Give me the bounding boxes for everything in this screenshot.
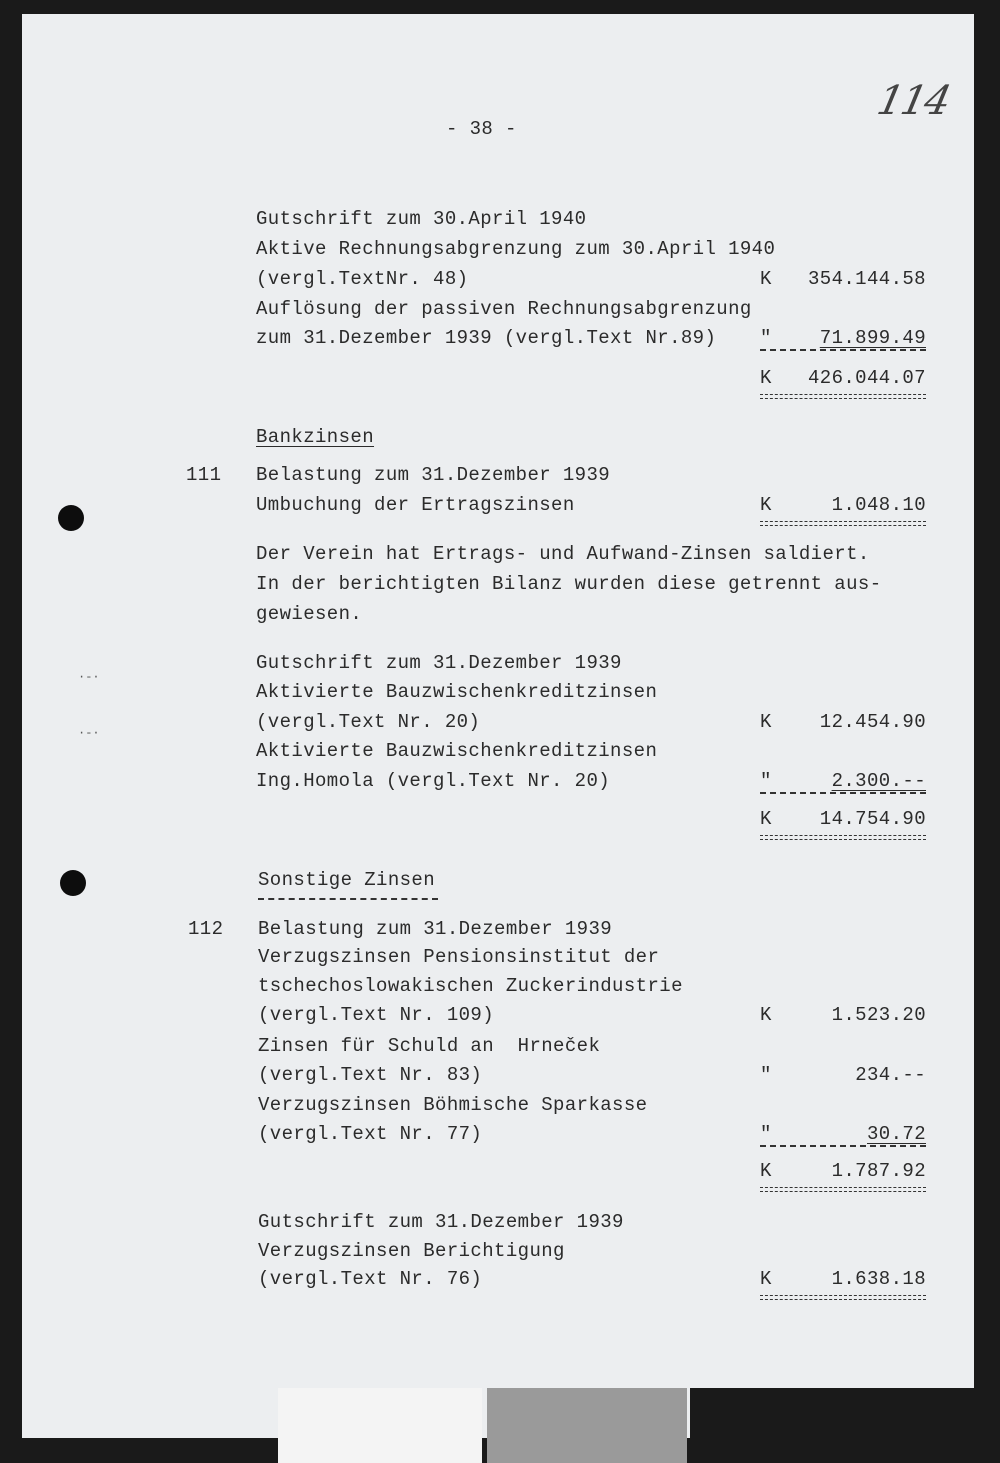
entry-number: 111: [186, 464, 222, 486]
text-line: Aktivierte Bauzwischenkreditzinsen: [256, 681, 658, 703]
double-underline: [760, 521, 926, 526]
amount-value: 71.899.49: [819, 327, 926, 349]
total-mark: K: [760, 1160, 772, 1182]
text-line: Zinsen für Schuld an Hrneček: [258, 1035, 601, 1057]
amount-mark: ": [760, 1123, 772, 1145]
text-line: zum 31.Dezember 1939 (vergl.Text Nr.89): [256, 327, 717, 349]
text-line: Belastung zum 31.Dezember 1939: [256, 464, 611, 486]
section-heading: Bankzinsen: [256, 426, 375, 448]
amount-value: 234.--: [855, 1064, 926, 1086]
text-line: tschechoslowakischen Zuckerindustrie: [258, 975, 683, 997]
total-mark: K: [760, 808, 772, 830]
amount-value: 354.144.58: [807, 268, 926, 290]
total-mark: K: [760, 367, 772, 389]
page-number: - 38 -: [446, 118, 517, 140]
heading-underline: [258, 898, 438, 900]
amount-mark: K: [760, 1268, 772, 1290]
text-line: (vergl.Text Nr. 76): [258, 1268, 483, 1290]
text-line: Verzugszinsen Pensionsinstitut der: [258, 946, 660, 968]
amount-mark: ": [760, 770, 772, 792]
section-heading: Sonstige Zinsen: [258, 869, 436, 891]
scan-strip-gray: [487, 1388, 687, 1463]
handwritten-page-number: 114: [873, 78, 954, 124]
amount-mark: ": [760, 1064, 772, 1086]
text-line: Gutschrift zum 31.Dezember 1939: [256, 652, 622, 674]
text-line: (vergl.Text Nr. 20): [256, 711, 481, 733]
scan-strip-dark: [690, 1388, 1000, 1463]
text-line: Ing.Homola (vergl.Text Nr. 20): [256, 770, 611, 792]
entry-number: 112: [188, 918, 224, 940]
text-line: Aktivierte Bauzwischenkreditzinsen: [256, 740, 658, 762]
text-line: Belastung zum 31.Dezember 1939: [258, 918, 613, 940]
amount-value: 1.523.20: [831, 1004, 926, 1026]
text-line: Verzugszinsen Berichtigung: [258, 1240, 565, 1262]
amount-value: 2.300.--: [831, 770, 926, 792]
punch-hole-bottom: [60, 870, 86, 896]
total-value: 14.754.90: [819, 808, 926, 830]
double-underline: [760, 1187, 926, 1192]
amount-value: 12.454.90: [819, 711, 926, 733]
text-line: Aktive Rechnungsabgrenzung zum 30.April 1940: [256, 238, 776, 260]
text-line: Der Verein hat Ertrags- und Aufwand-Zinsen saldiert.: [256, 543, 870, 565]
text-line: Gutschrift zum 30.April 1940: [256, 208, 587, 230]
text-line: Auflösung der passiven Rechnungsabgrenzung: [256, 298, 752, 320]
amount-value: 1.638.18: [831, 1268, 926, 1290]
total-value: 426.044.07: [807, 367, 926, 389]
amount-mark: K: [760, 268, 772, 290]
text-line: In der berichtigten Bilanz wurden diese getrennt aus-: [256, 573, 882, 595]
total-value: 1.787.92: [831, 1160, 926, 1182]
text-line: gewiesen.: [256, 603, 363, 625]
amount-value: 1.048.10: [831, 494, 926, 516]
amount-mark: K: [760, 1004, 772, 1026]
text-line: Verzugszinsen Böhmische Sparkasse: [258, 1094, 648, 1116]
amount-mark: ": [760, 327, 772, 349]
text-line: Gutschrift zum 31.Dezember 1939: [258, 1211, 624, 1233]
text-line: (vergl.Text Nr. 109): [258, 1004, 495, 1026]
text-line: (vergl.TextNr. 48): [256, 268, 469, 290]
double-underline: [760, 835, 926, 840]
text-line: (vergl.Text Nr. 77): [258, 1123, 483, 1145]
double-underline: [760, 1295, 926, 1300]
text-line: (vergl.Text Nr. 83): [258, 1064, 483, 1086]
amount-value: 30.72: [866, 1123, 926, 1145]
punch-hole-top: [58, 505, 84, 531]
text-line: Umbuchung der Ertragszinsen: [256, 494, 575, 516]
double-underline: [760, 394, 926, 399]
amount-mark: K: [760, 711, 772, 733]
scan-strip-white: [278, 1388, 482, 1463]
amount-mark: K: [760, 494, 772, 516]
